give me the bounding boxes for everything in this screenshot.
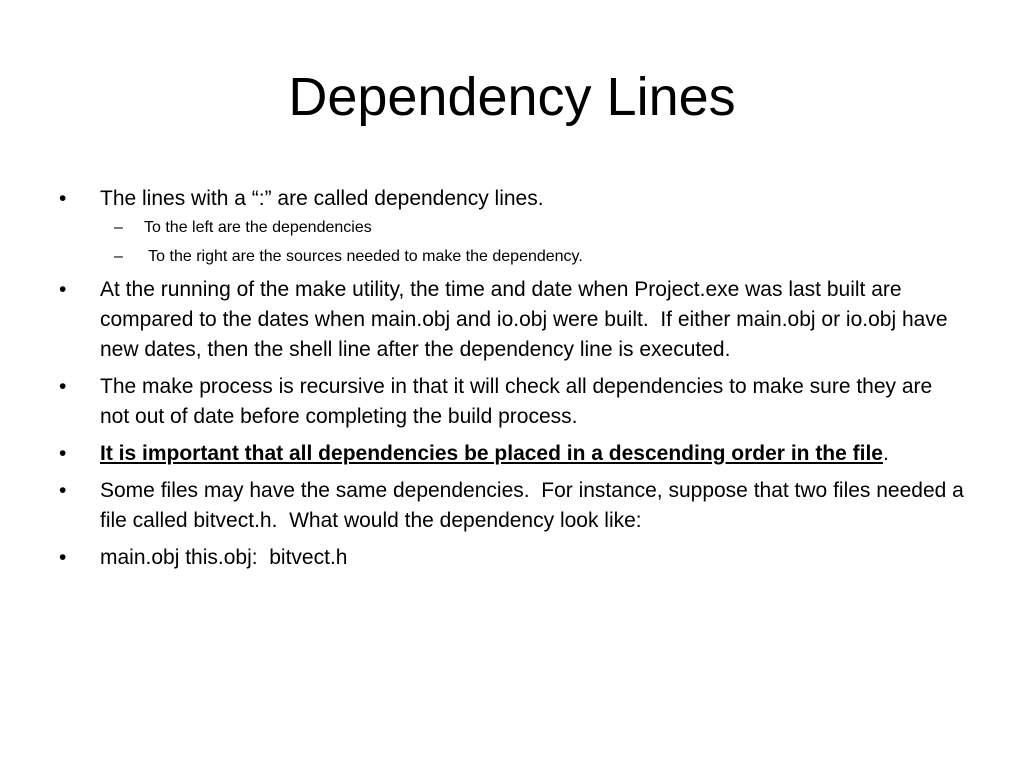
slide-title: Dependency Lines xyxy=(288,67,736,127)
bullet-marker: • xyxy=(59,546,67,569)
bullet-item-dependency-lines xyxy=(56,184,966,268)
bullet-item-same-dependencies xyxy=(56,476,970,536)
sub-bullet-item-right xyxy=(100,246,966,268)
bullet-text: The make process is recursive in that it will check all dependencies to make sure they are not out of date before completing the build process. xyxy=(100,375,933,428)
bullet-text: Some files may have the same dependencies. For instance, suppose that two files needed a file called bitvect.h. What would the dependency look like: xyxy=(100,479,970,532)
bullet-item-important xyxy=(56,439,966,469)
sub-bullet-marker: – xyxy=(114,248,123,265)
bullet-text: The lines with a “:” are called dependency lines. xyxy=(100,187,544,210)
bullet-marker: • xyxy=(59,187,67,210)
emphasized-text: It is important that all dependencies be placed in a descending order in the file xyxy=(100,442,883,465)
bullet-item-example xyxy=(56,543,966,573)
bullet-text: At the running of the make utility, the time and date when Project.exe was last built are compared to the dates when main.obj and io.obj were built. If either main.obj or io.obj have new dates, then the shell line after the dependency line is executed. xyxy=(100,278,954,361)
bullet-item-make-utility xyxy=(56,275,966,365)
bullet-marker: • xyxy=(59,479,67,502)
bullet-list xyxy=(56,184,970,580)
sub-bullet-item-left xyxy=(100,217,966,239)
bullet-marker: • xyxy=(59,375,67,398)
sub-bullet-text: To the left are the dependencies xyxy=(144,219,372,236)
bullet-text-suffix: . xyxy=(883,442,889,465)
bullet-text: main.obj this.obj: bitvect.h xyxy=(100,546,348,569)
sub-bullet-text: To the right are the sources needed to make the dependency. xyxy=(144,248,583,265)
bullet-item-recursive xyxy=(56,372,966,432)
sub-bullet-marker: – xyxy=(114,219,123,236)
bullet-marker: • xyxy=(59,278,67,301)
sub-bullet-list xyxy=(100,217,966,268)
bullet-marker: • xyxy=(59,442,67,465)
